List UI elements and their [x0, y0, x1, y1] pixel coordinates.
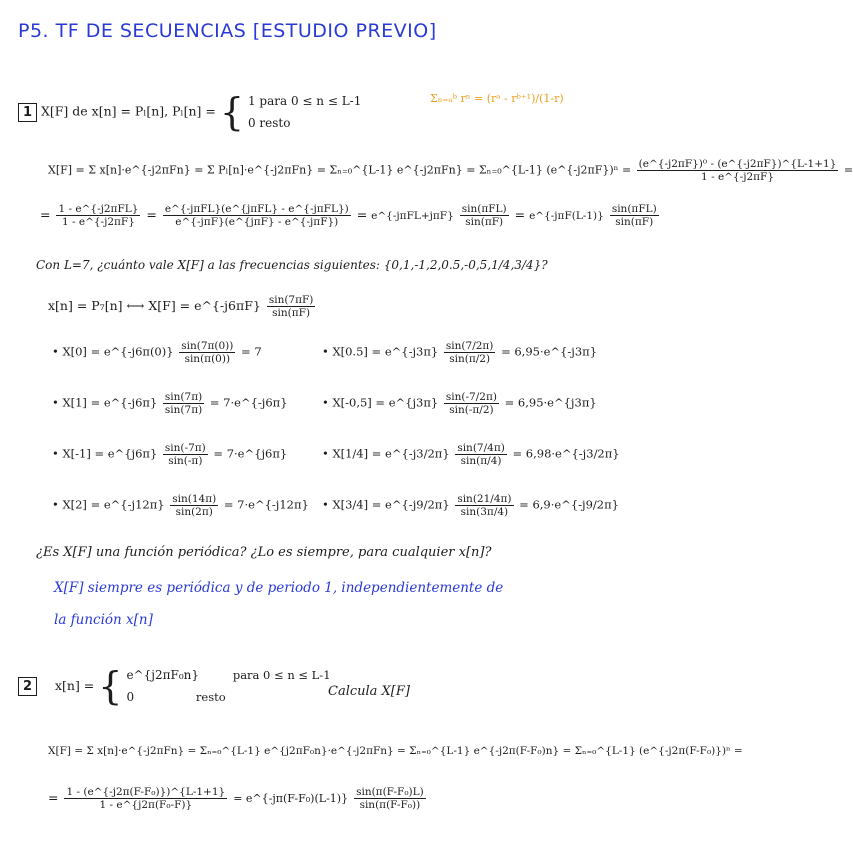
value-fraction [455, 442, 507, 467]
cases-brace: { [98, 664, 123, 708]
value-rhs: = 7·e^{-j6π} [209, 395, 288, 410]
derivation-2-fraction-a [56, 203, 140, 228]
fraction-denominator: sin(πF) [272, 307, 311, 319]
fraction-denominator: sin(π(0)) [184, 353, 231, 365]
value-rhs: = 6,95·e^{j3π} [504, 395, 597, 410]
derivation-2-fraction-b [163, 203, 351, 228]
fraction-denominator: sin(3π/4) [460, 506, 509, 518]
problem2-task: Calcula X[F] [328, 684, 410, 699]
value-rhs: = 6,98·e^{-j3/2π} [512, 446, 620, 461]
value-lhs: • X[1] = e^{-j6π} [52, 395, 158, 410]
fraction-numerator: 1 - (e^{-j2π(F-F₀)})^{L-1+1} [66, 786, 226, 798]
case-2-expression: 0 [126, 690, 135, 704]
fraction-numerator: sin(21/4π) [457, 493, 512, 505]
fraction-numerator: sin(14π) [172, 493, 217, 505]
problem1-derivation-2: = $\frac{\text{1 - e\textasciicircum{}\{-j2πFL\}}}{1 - e\^{}\{-j2\pi F\}}$ = $\frac{\text{e\textasciicircum{}\{-jπFL\}(e\textasciicircum{}\{jπFL\} - e\textasciicircum{}\{-jπFL\})}}{\text{e\textasciicircum{}\{-jπF\}(e\textasciicircum{}\{jπF\} - e\textasciicircum{}\{-jπF\})}}$ = e^{-jπFL+jπF} $\frac{\text{sin(πFL)}}{\sin(\pi F)}$ = e^{-jπF(L-1)} $\frac{\text{sin(πFL)}}{\sin(\pi F)}$ [40, 203, 657, 228]
value-rhs: = 6,95·e^{-j3π} [501, 344, 598, 359]
value-lhs: • X[0.5] = e^{-j3π} [322, 344, 439, 359]
problem1-definition: X[F] de x[n] = Pₗ[n], Pₗ[n] = [40, 103, 216, 119]
value-row [322, 442, 620, 467]
problem2-statement [18, 664, 331, 708]
fraction-denominator: sin(πF) [465, 216, 504, 228]
fraction-denominator: sin(πF) [615, 216, 654, 228]
fraction-numerator: sin(7πF) [268, 294, 314, 306]
cases-brace: { [219, 90, 244, 134]
derivation-2-final-exponential: e^{-jπF(L-1)} [529, 210, 604, 222]
fraction-numerator: sin(7/4π) [457, 442, 505, 454]
page-title: P5. TF DE SECUENCIAS [ESTUDIO PREVIO] [18, 20, 437, 42]
fraction-numerator: sin(πFL) [611, 203, 657, 215]
fraction-numerator: sin(7π(0)) [181, 340, 234, 352]
problem1-statement [18, 90, 361, 134]
derivation-2-fraction-d [610, 203, 659, 228]
derivation-1-fraction [637, 158, 839, 183]
fraction-denominator: sin(π/2) [449, 353, 491, 365]
problem1-number: 1 [18, 103, 37, 122]
result-fraction [267, 294, 316, 319]
value-fraction [455, 493, 513, 518]
problem2-exponential: = e^{-jπ(F-F₀)(L-1)} [233, 792, 349, 805]
geometric-sum-note: Σₙ₌ₐᵇ rⁿ = (rᵃ - rᵇ⁺¹)/(1-r) [430, 92, 564, 105]
case-1-condition: para 0 ≤ n ≤ L-1 [232, 668, 331, 682]
value-lhs: • X[0] = e^{-j6π(0)} [52, 344, 174, 359]
value-lhs: • X[1/4] = e^{-j3/2π} [322, 446, 450, 461]
derivation-2-exponential: e^{-jπFL+jπF} [371, 210, 454, 222]
derivation-2-fraction-c [460, 203, 509, 228]
fraction-numerator: 1 - e^{-j2πFL} [58, 203, 139, 215]
value-rhs: = 7·e^{j6π} [213, 446, 288, 461]
fraction-denominator: sin(2π) [175, 506, 213, 518]
value-rhs: = 7·e^{-j12π} [223, 497, 309, 512]
value-rhs: = 6,9·e^{-j9/2π} [519, 497, 619, 512]
problem2-derivation-1: X[F] = Σ x[n]·e^{-j2πFn} = Σₙ₌₀^{L-1} e^{j2πF₀n}·e^{-j2πFn} = Σₙ₌₀^{L-1} e^{-j2π(F-F₀)n} = Σₙ₌₀^{L-1} (e^{-j2π(F-F₀)})ⁿ = [48, 745, 743, 757]
value-lhs: • X[3/4] = e^{-j9/2π} [322, 497, 450, 512]
fraction-numerator: sin(πFL) [461, 203, 507, 215]
problem1-result [48, 294, 317, 319]
fraction-denominator: sin(-π) [168, 455, 203, 467]
value-lhs: • X[-0,5] = e^{j3π} [322, 395, 439, 410]
fraction-numerator: (e^{-j2πF})⁰ - (e^{-j2πF})^{L-1+1} [638, 158, 837, 170]
fraction-denominator: 1 - e^{-j2πF} [701, 171, 774, 183]
value-row [322, 340, 597, 365]
fraction-numerator: e^{-jπFL}(e^{jπFL} - e^{-jπFL}) [164, 203, 349, 215]
problem2-number: 2 [18, 677, 37, 696]
problem2-cases [126, 664, 330, 708]
problem2-lhs: x[n] = [54, 677, 95, 693]
fraction-numerator: sin(7π) [164, 391, 203, 403]
fraction-denominator: sin(π(F-F₀)) [359, 799, 421, 811]
answer-line-2: la función x[n] [54, 612, 153, 628]
derivation-1-text: X[F] = Σ x[n]·e^{-j2πFn} = Σ Pₗ[n]·e^{-j2πFn} = Σₙ₌₀^{L-1} e^{-j2πFn} = Σₙ₌₀^{L-1} (e^{-j2πF})ⁿ = [48, 163, 632, 177]
fraction-numerator: sin(-7π) [164, 442, 206, 454]
value-row [322, 493, 619, 518]
value-rhs: = 7 [241, 344, 262, 359]
value-fraction [170, 493, 218, 518]
case-2-condition: resto [195, 690, 226, 704]
value-fraction [444, 340, 496, 365]
value-fraction [163, 391, 204, 416]
problem1-question: Con L=7, ¿cuánto vale X[F] a las frecuencias siguientes: {0,1,-1,2,0.5,-0,5,1/4,3/4}? [36, 258, 548, 272]
fraction-denominator: 1 - e^{-j2πF} [61, 216, 135, 228]
value-row [52, 340, 262, 365]
result-lhs: x[n] = P₇[n] ⟷ X[F] = e^{-j6πF} [48, 298, 261, 313]
problem1-cases [248, 90, 361, 134]
fraction-denominator: sin(π/4) [460, 455, 502, 467]
problem2-derivation-2: = $\frac{\text{1 - (e\textasciicircum{}\{-j2π(F-F₀)\})\textasciicircum{}\{L-1+1\}}}{\text{1 - e\textasciicircum{}\{j2π(F₀-F)\}}}$ = e^{-jπ(F-F₀)(L-1)} $\frac{\text{sin(π(F-F₀)L)}}{\text{sin(π(F-F₀))}}$ [48, 786, 424, 811]
value-lhs: • X[2] = e^{-j12π} [52, 497, 165, 512]
value-row [52, 442, 287, 467]
problem1-derivation-1: X[F] = Σ x[n]·e^{-j2πFn} = Σ Pₗ[n]·e^{-j2πFn} = Σₙ₌₀^{L-1} e^{-j2πFn} = Σₙ₌₀^{L-1} (e^{-j2πF})ⁿ = $\frac{\text{(e\textasciicircum{}\{-j2πF\})⁰ - (e\textasciicircum{}\{-j2πF\})\textasciicircum{}\{L-1+1\}}}{1 - e\^{}\{-j2\pi F\}}$ = [48, 158, 853, 183]
value-row [52, 493, 309, 518]
problem2-fraction-a [64, 786, 227, 811]
value-row [52, 391, 288, 416]
fraction-numerator: sin(-7/2π) [445, 391, 497, 403]
case-1: 1 para 0 ≤ n ≤ L-1 [247, 94, 362, 108]
value-fraction [163, 442, 208, 467]
fraction-numerator: sin(π(F-F₀)L) [356, 786, 424, 798]
fraction-denominator: sin(-π/2) [449, 404, 494, 416]
answer-line-1: X[F] siempre es periódica y de periodo 1, independientemente de [54, 580, 504, 596]
value-fraction [179, 340, 235, 365]
case-2: 0 resto [247, 116, 291, 130]
value-lhs: • X[-1] = e^{j6π} [52, 446, 158, 461]
fraction-denominator: e^{-jπF}(e^{jπF} - e^{-jπF}) [175, 216, 339, 228]
problem2-fraction-b [354, 786, 426, 811]
fraction-numerator: sin(7/2π) [445, 340, 494, 352]
value-fraction [444, 391, 499, 416]
fraction-denominator: sin(7π) [164, 404, 203, 416]
problem1-question-2: ¿Es X[F] una función periódica? ¿Lo es siempre, para cualquier x[n]? [36, 545, 492, 560]
case-1-expression: e^{j2πF₀n} [126, 668, 199, 682]
fraction-denominator: 1 - e^{j2π(F₀-F)} [99, 799, 193, 811]
value-row [322, 391, 597, 416]
